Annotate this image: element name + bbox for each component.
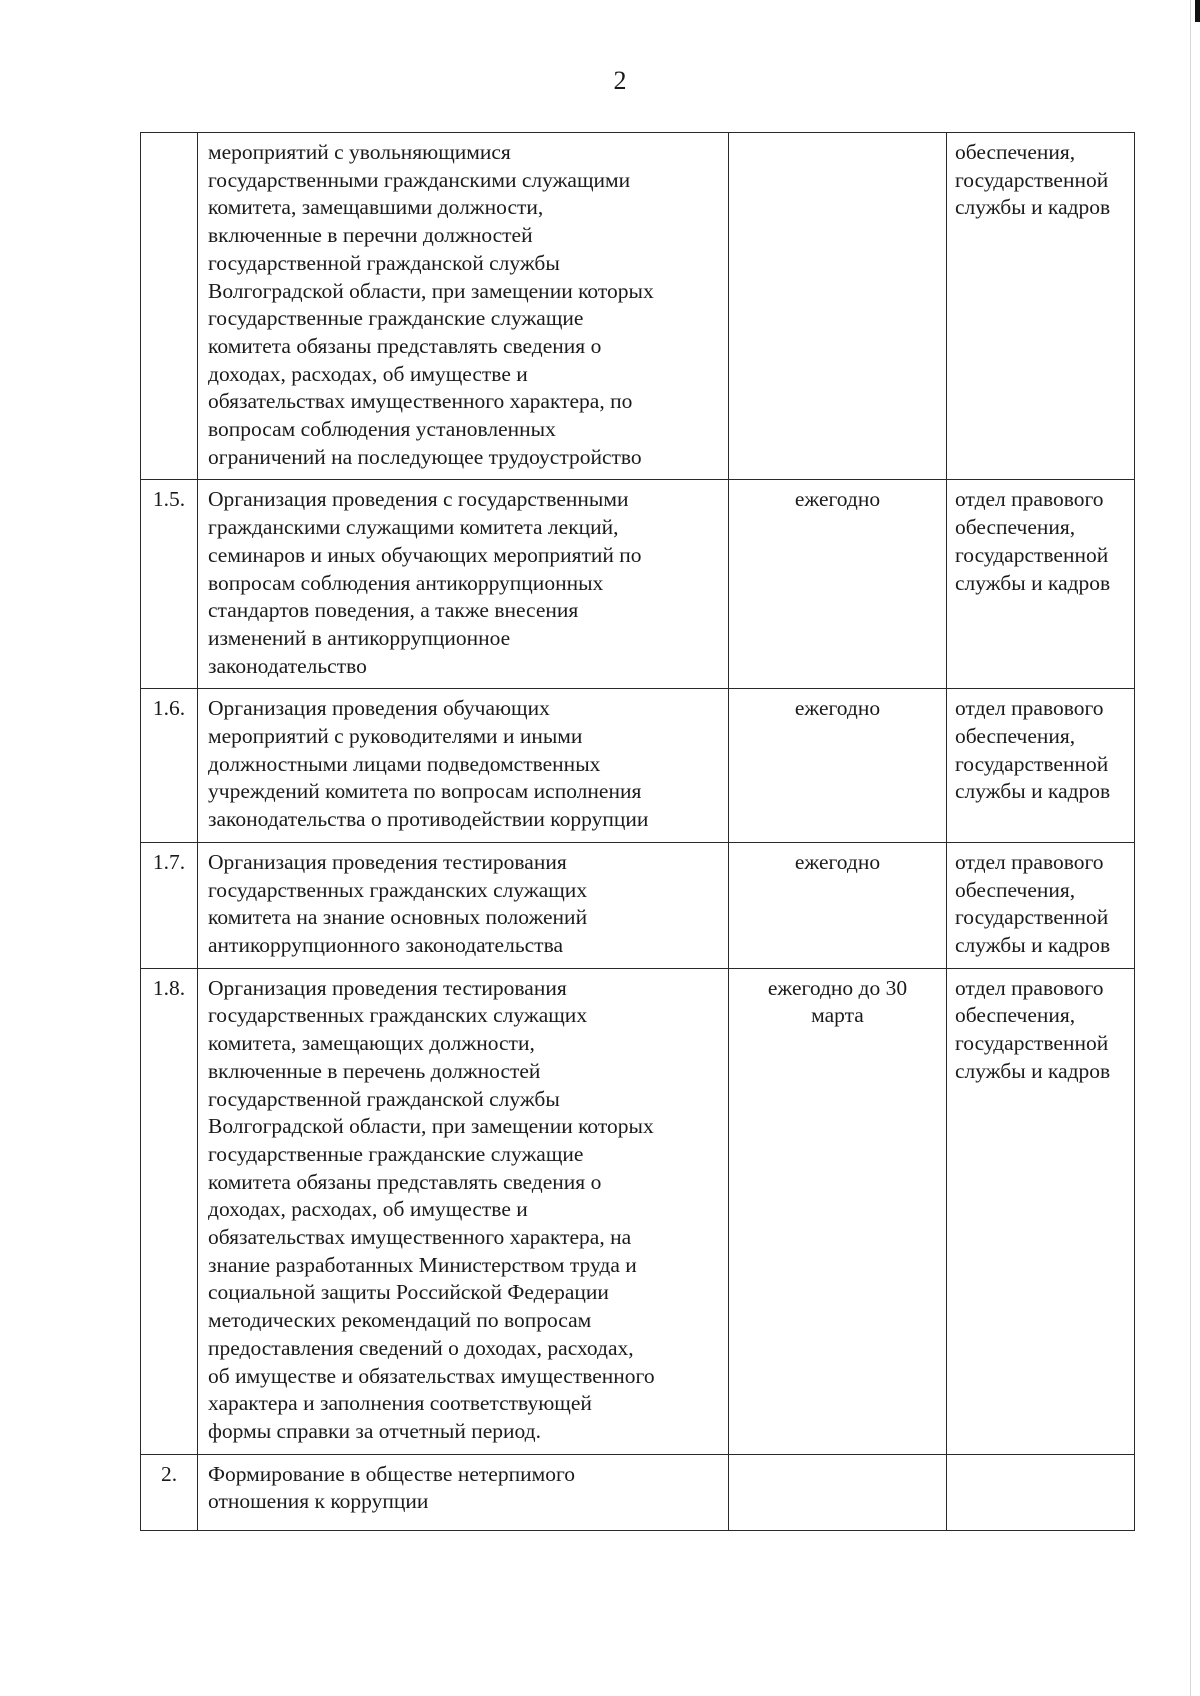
measure-text-line: Организация проведения с государственными xyxy=(208,487,629,512)
row-number: 1.8. xyxy=(141,968,198,1454)
responsible-line: государственной xyxy=(955,542,1109,567)
responsible-line: государственной xyxy=(955,1031,1109,1056)
measure-text-line: включенные в перечни должностей xyxy=(208,223,533,248)
measure-text xyxy=(198,689,729,843)
measure-text-line: антикоррупционного законодательства xyxy=(208,932,563,957)
measure-text-line: комитета на знание основных положений xyxy=(208,905,588,930)
measure-text-line: изменений в антикоррупционное xyxy=(208,625,511,650)
measure-text-line: доходах, расходах, об имуществе и xyxy=(208,1197,528,1222)
row-number: 1.7. xyxy=(141,842,198,968)
page-number: 2 xyxy=(613,66,627,95)
measure-text-line: об имуществе и обязательствах имущественного xyxy=(208,1363,655,1388)
measure-text-line: обязательствах имущественного характера, на xyxy=(208,1225,632,1250)
measure-text-line: законодательство xyxy=(208,653,367,678)
measure-text-line: мероприятий с увольняющимися xyxy=(208,140,511,164)
deadline-line: ежегодно xyxy=(794,696,881,721)
measure-text-line: Организация проведения тестирования xyxy=(208,975,567,1000)
table-row xyxy=(141,480,1135,689)
deadline xyxy=(729,133,947,480)
responsible-line: обеспечения, xyxy=(955,877,1076,902)
measure-text-line: обязательствах имущественного характера, по xyxy=(208,389,633,414)
table-row xyxy=(141,842,1135,968)
responsible-line: службы и кадров xyxy=(955,779,1111,804)
measure-text-line: комитета, замещавшими должности, xyxy=(208,195,544,220)
responsible-line: службы и кадров xyxy=(955,570,1111,595)
responsible-line: государственной xyxy=(955,167,1109,192)
measure-text-line: мероприятий с руководителями и иными xyxy=(208,724,583,749)
measure-text-line: Волгоградской области, при замещении которых xyxy=(208,278,654,303)
measure-text-line: Формирование в обществе нетерпимого xyxy=(208,1461,575,1486)
responsible-line: обеспечения, xyxy=(955,515,1076,540)
row-number: 2. xyxy=(141,1454,198,1530)
measure-text-line: учреждений комитета по вопросам исполнения xyxy=(208,779,642,804)
measure-text-line: государственных гражданских служащих xyxy=(208,1003,588,1028)
responsible-line: службы и кадров xyxy=(955,932,1111,957)
row-number: 1.5. xyxy=(141,480,198,689)
measure-text-line: Организация проведения тестирования xyxy=(208,849,567,874)
measure-text-line: государственной гражданской службы xyxy=(208,250,560,275)
measure-text-line: должностными лицами подведомственных xyxy=(208,751,601,776)
measure-text xyxy=(198,968,729,1454)
measure-text-line: вопросам соблюдения установленных xyxy=(208,417,556,442)
responsible xyxy=(947,842,1135,968)
responsible-line: службы и кадров xyxy=(955,195,1111,220)
table-row xyxy=(141,689,1135,843)
measure-text-line: Волгоградской области, при замещении которых xyxy=(208,1114,654,1139)
measure-text-line: отношения к коррупции xyxy=(208,1489,429,1514)
responsible-line: отдел правового xyxy=(955,975,1104,1000)
measure-text-line: доходах, расходах, об имуществе и xyxy=(208,361,528,386)
responsible xyxy=(947,133,1135,480)
scan-edge-mark xyxy=(1195,0,1200,22)
deadline xyxy=(729,842,947,968)
measure-text-line: семинаров и иных обучающих мероприятий по xyxy=(208,542,642,567)
responsible-line: государственной xyxy=(955,751,1109,776)
measure-text xyxy=(198,842,729,968)
row-number: 1.6. xyxy=(141,689,198,843)
table-row xyxy=(141,968,1135,1454)
measure-text-line: вопросам соблюдения антикоррупционных xyxy=(208,570,604,595)
measure-text-line: комитета обязаны представлять сведения о xyxy=(208,1169,602,1194)
measure-text-line: методических рекомендаций по вопросам xyxy=(208,1308,592,1333)
measure-text-line: государственных гражданских служащих xyxy=(208,877,588,902)
deadline xyxy=(729,689,947,843)
responsible-line: обеспечения, xyxy=(955,724,1076,749)
measures-table xyxy=(140,132,1135,1531)
scan-edge-line xyxy=(1190,0,1191,1696)
measure-text-line: знание разработанных Министерством труда и xyxy=(208,1252,637,1277)
measure-text-line: предоставления сведений о доходах, расходах, xyxy=(208,1335,634,1360)
measure-text-line: комитета, замещающих должности, xyxy=(208,1031,535,1056)
deadline-line: ежегодно до 30 xyxy=(767,975,908,1000)
deadline-line: марта xyxy=(811,1003,864,1028)
measure-text-line: формы справки за отчетный период. xyxy=(208,1418,541,1443)
measure-text xyxy=(198,480,729,689)
responsible-line: обеспечения, xyxy=(955,140,1076,164)
responsible-line: государственной xyxy=(955,905,1109,930)
measure-text xyxy=(198,1454,729,1530)
deadline xyxy=(729,480,947,689)
responsible-line: службы и кадров xyxy=(955,1058,1111,1083)
measure-text-line: комитета обязаны представлять сведения о xyxy=(208,333,602,358)
deadline xyxy=(729,1454,947,1530)
measure-text-line: социальной защиты Российской Федерации xyxy=(208,1280,609,1305)
deadline xyxy=(729,968,947,1454)
deadline-line: ежегодно xyxy=(794,487,881,512)
measure-text-line: Организация проведения обучающих xyxy=(208,696,550,721)
measures-table-body xyxy=(141,133,1135,1531)
table-row xyxy=(141,1454,1135,1530)
row-number xyxy=(141,133,198,480)
measure-text-line: законодательства о противодействии коррупции xyxy=(208,807,649,832)
measure-text-line: государственные гражданские служащие xyxy=(208,306,584,331)
responsible xyxy=(947,968,1135,1454)
measure-text-line: гражданскими служащими комитета лекций, xyxy=(208,515,619,540)
measure-text-line: государственной гражданской службы xyxy=(208,1086,560,1111)
responsible xyxy=(947,1454,1135,1530)
measure-text-line: характера и заполнения соответствующей xyxy=(208,1391,592,1416)
responsible-line: отдел правового xyxy=(955,487,1104,512)
deadline-line: ежегодно xyxy=(794,849,881,874)
measure-text-line: включенные в перечень должностей xyxy=(208,1058,541,1083)
measure-text-line: ограничений на последующее трудоустройство xyxy=(208,444,642,469)
measure-text-line: государственными гражданскими служащими xyxy=(208,167,631,192)
responsible-line: обеспечения, xyxy=(955,1003,1076,1028)
responsible xyxy=(947,689,1135,843)
measure-text xyxy=(198,133,729,480)
table-row xyxy=(141,133,1135,480)
responsible xyxy=(947,480,1135,689)
responsible-line: отдел правового xyxy=(955,849,1104,874)
responsible-line: отдел правового xyxy=(955,696,1104,721)
measure-text-line: государственные гражданские служащие xyxy=(208,1141,584,1166)
measure-text-line: стандартов поведения, а также внесения xyxy=(208,598,579,623)
